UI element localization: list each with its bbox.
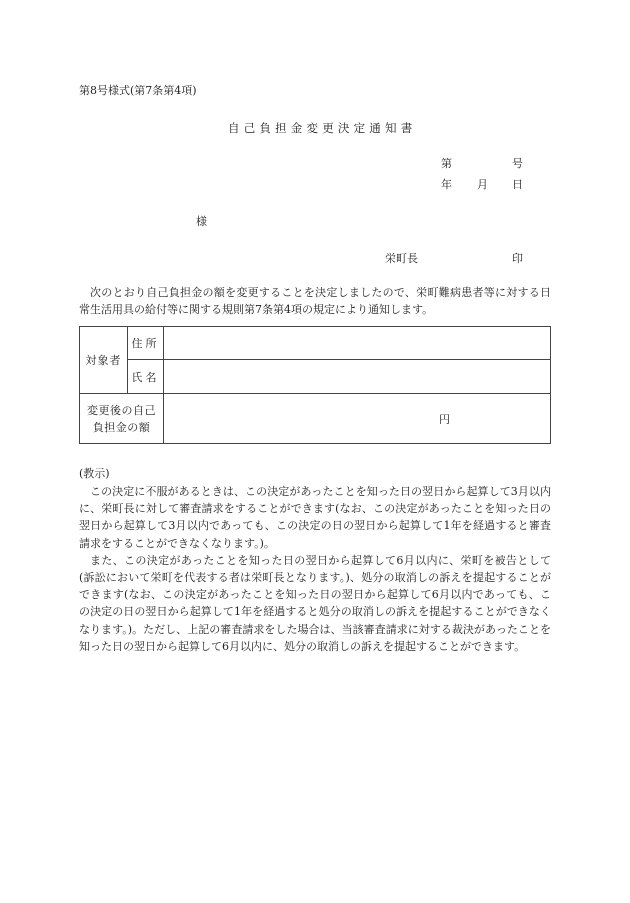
document-number-suffix: 号	[512, 157, 523, 170]
address-label: 住所	[128, 327, 164, 360]
notice-heading: (教示)	[79, 467, 110, 480]
subject-info-table	[79, 326, 551, 444]
intro-text: 次のとおり自己負担金の額を変更することを決定しましたので、栄町難病患者等に対する日常生活用具の給付等に関する規則第7条第4項の規定により通知します。	[79, 286, 551, 317]
document-number-prefix: 第	[441, 157, 452, 170]
subject-label: 対象者	[80, 327, 128, 394]
amount-unit: 円	[439, 412, 450, 426]
date-year-label: 年	[441, 178, 452, 191]
amount-label-line2: 負担金の額	[92, 420, 151, 434]
date-month-label: 月	[477, 178, 488, 191]
seal-mark: 印	[512, 252, 523, 265]
amount-field	[164, 394, 551, 444]
issuer-name: 栄町長	[385, 252, 418, 265]
amount-label-line1: 変更後の自己	[87, 403, 156, 417]
name-field	[164, 360, 551, 394]
name-label: 氏名	[128, 360, 164, 394]
intro-paragraph	[79, 284, 551, 318]
document-title: 自己負担金変更決定通知書	[228, 121, 417, 135]
addressee-honorific: 様	[196, 215, 207, 228]
form-number: 第8号様式(第7条第4項)	[79, 84, 197, 97]
amount-label	[80, 394, 164, 444]
notice-paragraph-1: この決定に不服があるときは、この決定があったことを知った日の翌日から起算して3月以内に、栄町長に対して審査請求をすることができます(なお、この決定があったことを知った日の翌日から起算して3月以内であっても、この決定の日の翌日から起算して1年を経過すると審査請求をすることができなくなります。)。	[79, 485, 551, 550]
notice-paragraph-2: また、この決定があったことを知った日の翌日から起算して6月以内に、栄町を被告として(訴訟において栄町を代表する者は栄町長となります。)、処分の取消しの訴えを提起することができます(なお、この決定があったことを知った日の翌日から起算して6月以内であっても、この決定の日の翌日から起算して1年を経過すると処分の取消しの訴えを提起することができなくなります。)。ただし、上記の審査請求をした場合は、当該審査請求に対する裁決があったことを知った日の翌日から起算して6月以内に、処分の取消しの訴えを提起することができます。	[79, 553, 551, 653]
address-field	[164, 327, 551, 360]
date-day-label: 日	[512, 178, 523, 191]
notice-section	[79, 483, 551, 655]
